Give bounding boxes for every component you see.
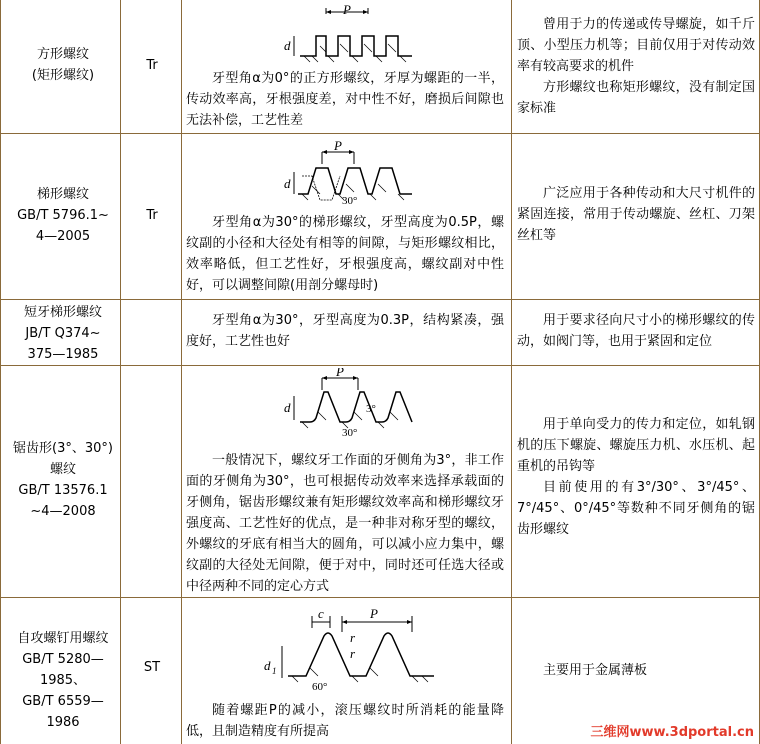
- usage-text: 用于单向受力的传力和定位，如轧钢机的压下螺旋、螺旋压力机、水压机、起重机的吊钩等: [517, 417, 755, 474]
- thread-description: [186, 450, 504, 597]
- angle-label: 60°: [312, 681, 328, 692]
- usage-text: 曾用于力的传递或传导螺旋，如千斤顶、小型压力机等；目前仅用于对传动效率有较高要求的机件: [517, 17, 755, 74]
- thread-name: [6, 44, 120, 86]
- name-line: 375—1985: [27, 347, 99, 362]
- thread-description: [186, 700, 504, 742]
- name-line: 短牙梯形螺纹: [23, 305, 102, 320]
- thread-description: [186, 68, 504, 131]
- r-label: r: [350, 630, 356, 645]
- depth-label: d: [284, 176, 291, 191]
- description-text: 牙型角α为0°的正方形螺纹，牙厚为螺距的一半，传动效率高，牙根强度差，对中性不好，磨损后间隙也无法补偿，工艺性差: [186, 71, 504, 128]
- angle-label: 3°: [366, 403, 376, 415]
- description-text: 牙型角α为30°，牙型高度为0.3P，结构紧凑，强度好，工艺性也好: [186, 313, 504, 349]
- pitch-label: P: [370, 606, 378, 621]
- name-line: 方形螺纹: [36, 47, 89, 62]
- thread-name: [6, 184, 120, 247]
- usage-text: 主要用于金属薄板: [543, 663, 648, 678]
- name-line: GB/T 6559—1986: [22, 694, 104, 730]
- thread-name: [6, 628, 120, 733]
- column-divider: [120, 0, 121, 744]
- thread-code: ST: [143, 660, 161, 675]
- thread-usage: [517, 660, 755, 681]
- self-tapping-thread-figure: [262, 602, 462, 692]
- depth-subscript: 1: [272, 666, 277, 676]
- thread-usage: [517, 414, 755, 540]
- name-line: 锯齿形(3°、30°): [13, 441, 113, 456]
- row-divider: [0, 365, 760, 366]
- row-divider: [0, 133, 760, 134]
- name-line: JB/T Q374~: [25, 326, 101, 341]
- thread-usage: [517, 183, 755, 246]
- c-label: c: [318, 606, 324, 621]
- name-line: GB/T 13576.1: [18, 483, 108, 498]
- depth-label: d: [284, 400, 291, 415]
- thread-name: [6, 302, 120, 365]
- name-line: 梯形螺纹: [36, 187, 89, 202]
- angle-label: 30°: [342, 195, 358, 207]
- pitch-label: P: [336, 368, 344, 379]
- row-divider: [0, 299, 760, 300]
- column-divider: [0, 0, 1, 744]
- thread-usage: [517, 14, 755, 119]
- pitch-label: P: [343, 4, 351, 17]
- thread-code: Tr: [146, 58, 158, 73]
- trapezoidal-thread-figure: [282, 138, 432, 208]
- row-divider: [0, 597, 760, 598]
- name-line: (矩形螺纹): [31, 68, 95, 83]
- description-text: 随着螺距P的减小，滚压螺纹时所消耗的能量降低，且制造精度有所提高: [186, 703, 504, 739]
- square-thread-figure: [282, 4, 432, 64]
- description-text: 牙型角α为30°的梯形螺纹，牙型高度为0.5P，螺纹副的小径和大径处有相等的间隙，与矩形螺纹相比，效率略低，但工艺性好，牙根强度高，螺纹副对中性好，可以调整间隙(用剖分螺母时): [186, 215, 504, 293]
- watermark: 三维网www.3dportal.cn: [590, 725, 754, 740]
- description-text: 一般情况下，螺纹牙工作面的牙侧角为3°，非工作面的牙侧角为30°，也可根据传动效率来选择承载面的牙侧角，锯齿形螺纹兼有矩形螺纹效率高和梯形螺纹牙强度高、工艺性好的优点，是一种非对称牙型的螺纹，外螺纹的牙底有相当大的圆角，可以减小应力集中，螺纹副的大径处无间隙，便于对中，同时还可任选大径或中径两种不同的定心方式: [186, 453, 504, 594]
- usage-text: 广泛应用于各种传动和大尺寸机件的紧固连接，常用于传动螺旋、丝杠、刀架丝杠等: [517, 186, 755, 243]
- depth-label: d: [264, 658, 271, 673]
- depth-label: d: [284, 38, 291, 53]
- name-line: GB/T 5796.1~: [17, 208, 109, 223]
- thread-description: [186, 310, 504, 352]
- column-divider: [181, 0, 182, 744]
- name-line: 4—2005: [35, 229, 91, 244]
- usage-text: 用于要求径向尺寸小的梯形螺纹的传动，如阀门等，也用于紧固和定位: [517, 313, 755, 349]
- thread-usage: [517, 310, 755, 352]
- buttress-thread-figure: [282, 368, 432, 442]
- name-line: GB/T 5280—: [22, 652, 104, 667]
- name-line: 1985、: [39, 673, 87, 688]
- name-line: 自攻螺钉用螺纹: [17, 631, 109, 646]
- r-label: r: [350, 646, 356, 661]
- usage-text: 目前使用的有3°/30°、3°/45°、7°/45°、0°/45°等数种不同牙侧角的锯齿形螺纹: [517, 480, 755, 537]
- pitch-label: P: [334, 138, 342, 153]
- thread-code: Tr: [146, 208, 158, 223]
- column-divider: [511, 0, 512, 744]
- thread-name: [6, 438, 120, 522]
- angle-label: 30°: [342, 427, 358, 439]
- thread-description: [186, 212, 504, 296]
- name-line: ~4—2008: [30, 504, 96, 519]
- usage-text: 方形螺纹也称矩形螺纹，没有制定国家标准: [517, 80, 755, 116]
- name-line: 螺纹: [49, 462, 76, 477]
